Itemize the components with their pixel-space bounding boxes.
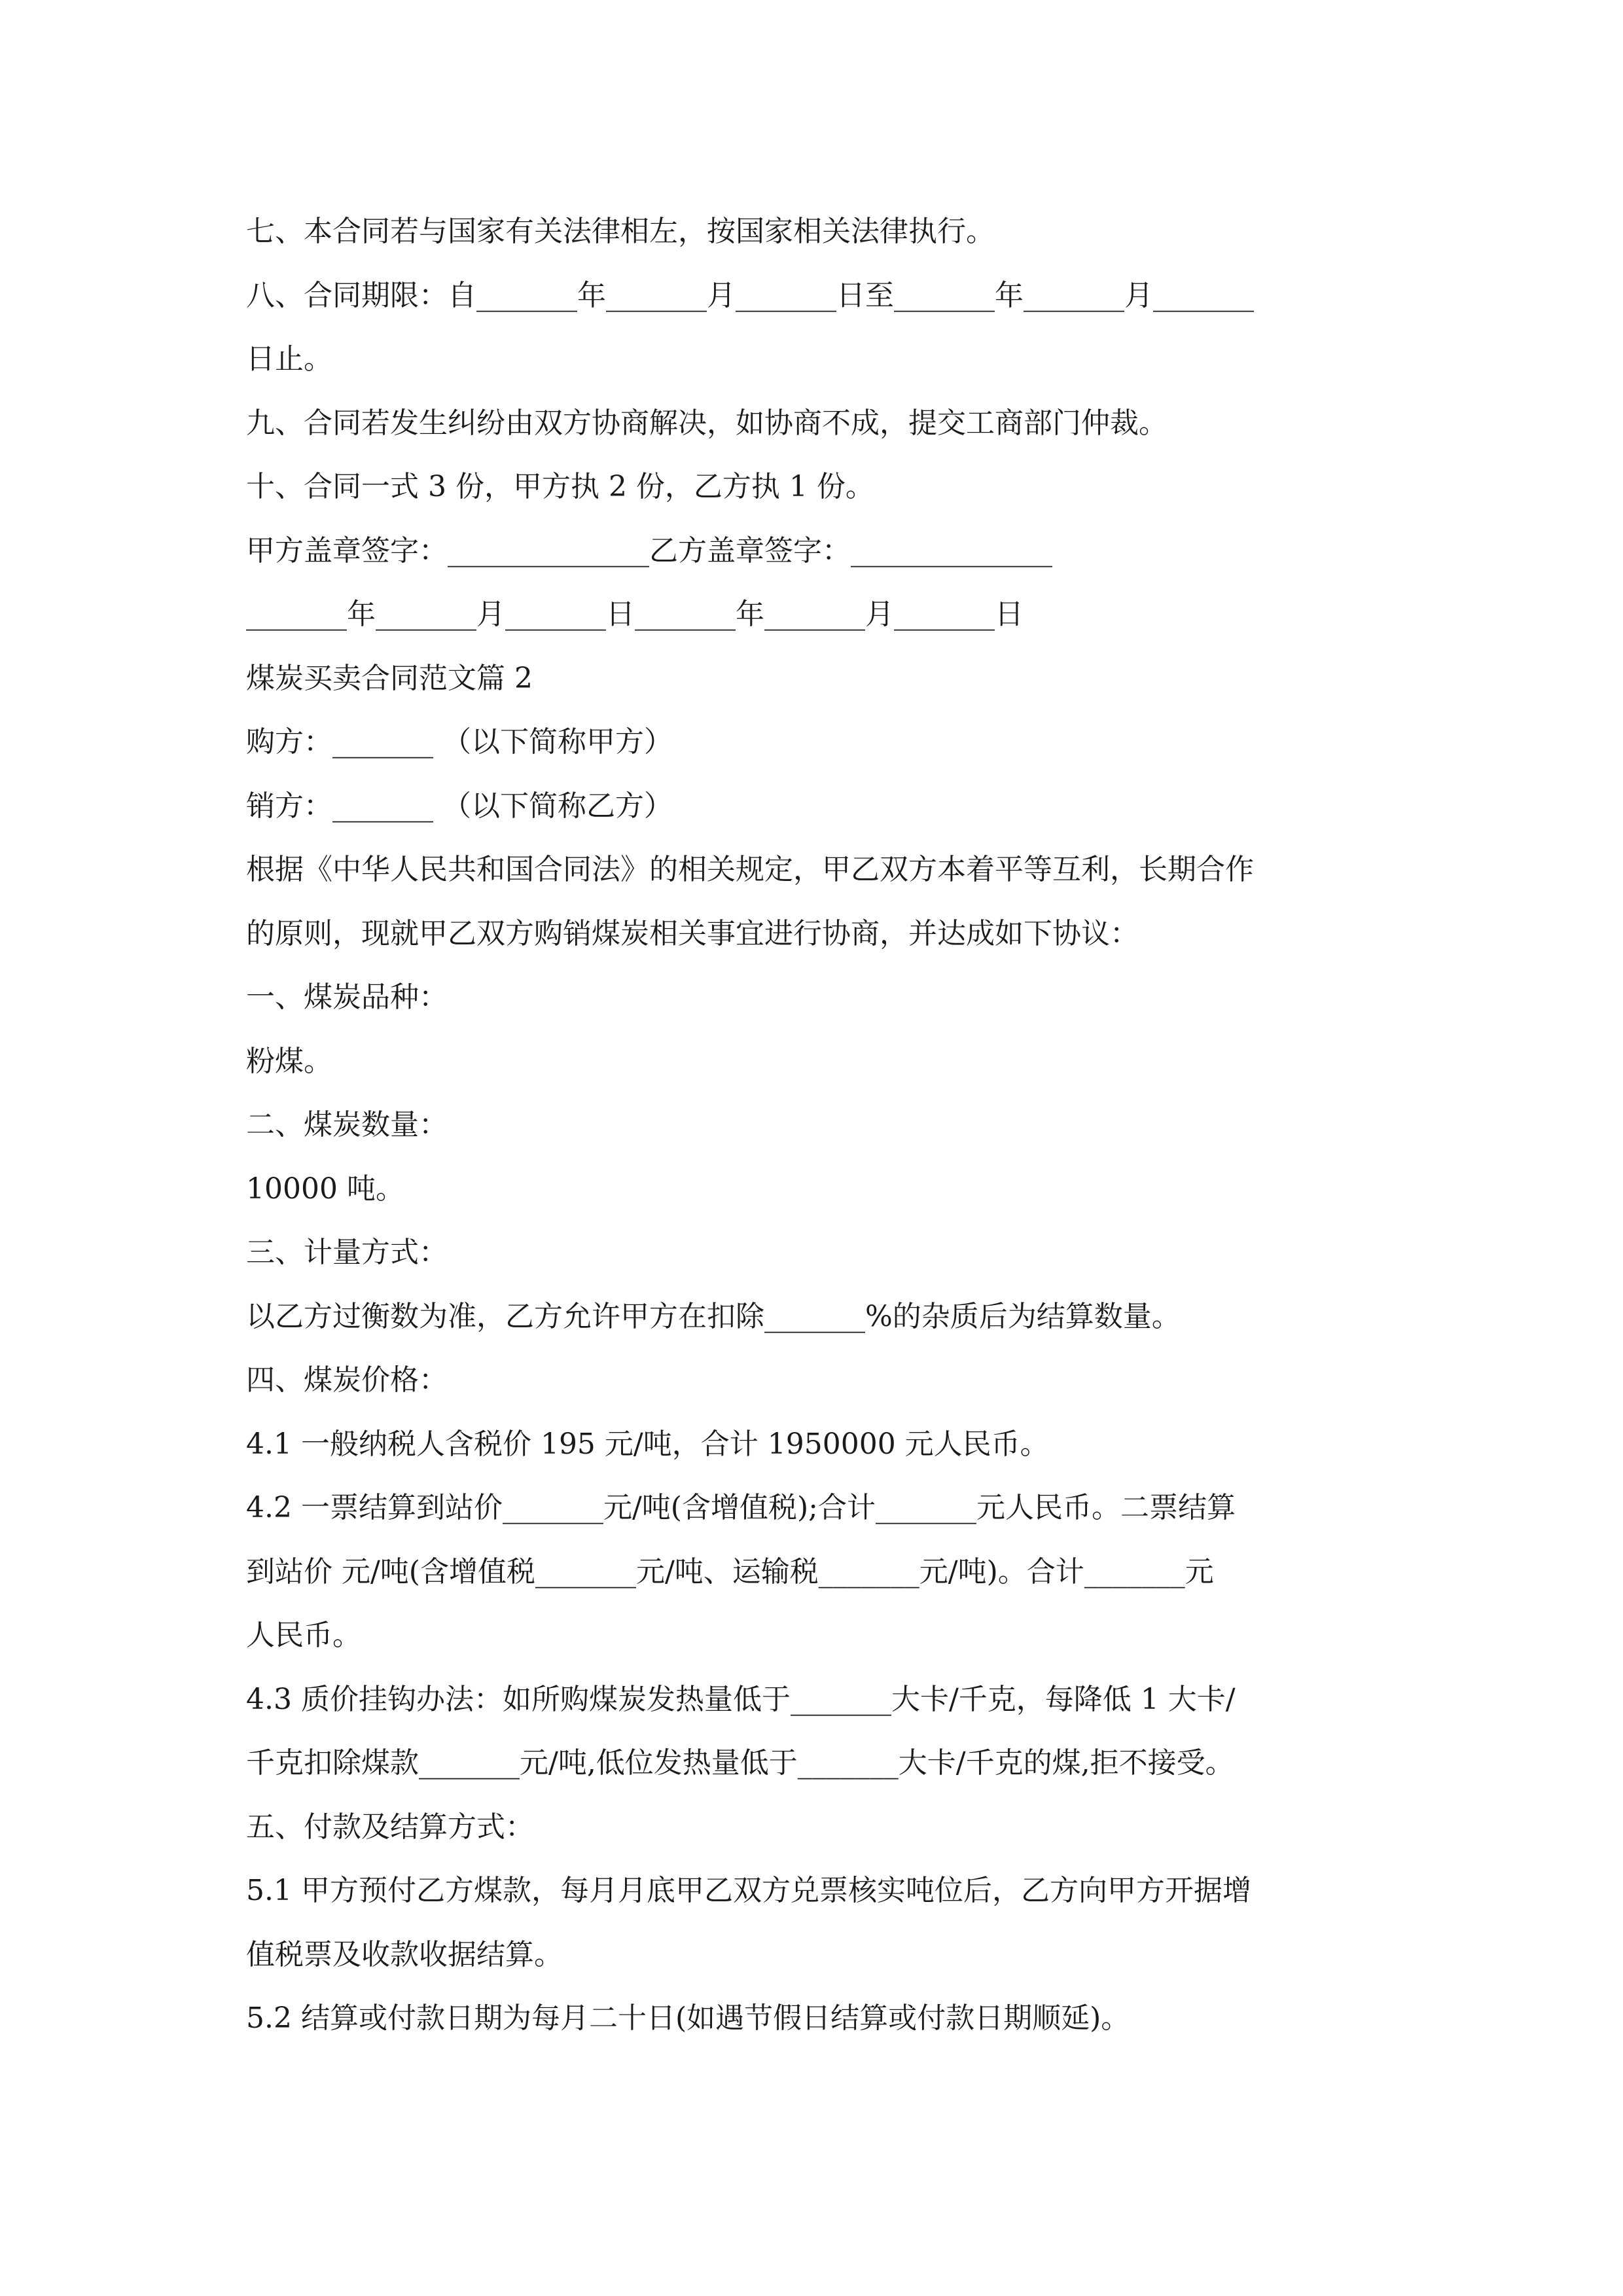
price-4-3-line-2: 千克扣除煤款_______元/吨,低位发热量低于_______大卡/千克的煤,拒不接受。 (246, 1746, 1234, 1780)
clause-10: 十、合同一式 3 份，甲方执 2 份，乙方执 1 份。 (246, 470, 874, 503)
clause-8-term-cont: 日止。 (246, 342, 332, 376)
measurement-text: 以乙方过衡数为准，乙方允许甲方在扣除_______%的杂质后为结算数量。 (246, 1299, 1181, 1333)
section-title: 煤炭买卖合同范文篇 2 (246, 661, 533, 695)
preamble-line-1: 根据《中华人民共和国合同法》的相关规定，甲乙双方本着平等互利，长期合作 (246, 853, 1254, 886)
signature-line: 甲方盖章签字：______________乙方盖章签字：______________ (246, 533, 1052, 567)
payment-5-1-line-1: 5.1 甲方预付乙方煤款，每月月底甲乙双方兑票核实吨位后，乙方向甲方开据增 (246, 1874, 1251, 1907)
payment-5-1-line-2: 值税票及收款收据结算。 (246, 1937, 563, 1971)
heading-price: 四、煤炭价格： (246, 1363, 448, 1397)
clause-7: 七、本合同若与国家有关法律相左，按国家相关法律执行。 (246, 215, 995, 248)
signature-date-line: _______年_______月_______日_______年_______月_______日 (246, 598, 1024, 631)
price-4-2-line-2: 到站价 元/吨(含增值税_______元/吨、运输税_______元/吨)。合计_______元 (246, 1554, 1214, 1588)
seller-line: 销方：_______ （以下简称乙方） (246, 789, 673, 823)
price-4-3-line-1: 4.3 质价挂钩办法：如所购煤炭发热量低于_______大卡/千克，每降低 1 大卡/ (246, 1682, 1236, 1716)
clause-9: 九、合同若发生纠纷由双方协商解决，如协商不成，提交工商部门仲裁。 (246, 406, 1168, 440)
heading-measurement: 三、计量方式： (246, 1236, 448, 1269)
price-4-1: 4.1 一般纳税人含税价 195 元/吨，合计 1950000 元人民币。 (246, 1427, 1049, 1461)
buyer-line: 购方：_______ （以下简称甲方） (246, 725, 673, 759)
preamble-line-2: 的原则，现就甲乙双方购销煤炭相关事宜进行协商，并达成如下协议： (246, 916, 1139, 950)
coal-type-value: 粉煤。 (246, 1044, 332, 1078)
price-4-2-line-3: 人民币。 (246, 1619, 361, 1652)
price-4-2-line-1: 4.2 一票结算到站价_______元/吨(含增值税);合计_______元人民币。二票结算 (246, 1491, 1236, 1524)
coal-quantity-value: 10000 吨。 (246, 1172, 404, 1206)
heading-coal-quantity: 二、煤炭数量： (246, 1108, 448, 1141)
document-body (246, 200, 1382, 2051)
heading-coal-type: 一、煤炭品种： (246, 980, 448, 1014)
payment-5-2: 5.2 结算或付款日期为每月二十日(如遇节假日结算或付款日期顺延)。 (246, 2001, 1130, 2035)
heading-payment: 五、付款及结算方式： (246, 1810, 534, 1844)
clause-8-term: 八、合同期限：自_______年_______月_______日至_______年_______月_______ (246, 278, 1254, 312)
